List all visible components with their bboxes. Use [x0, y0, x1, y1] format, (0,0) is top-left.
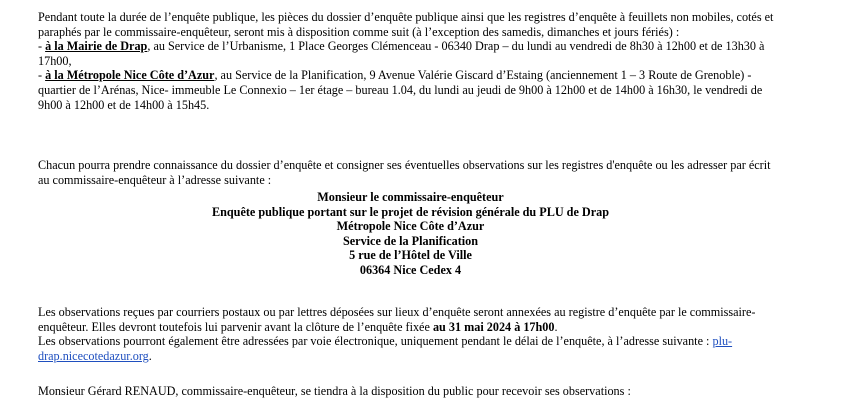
observations-website-link[interactable]: plu-drap.nicecotedazur.org — [38, 334, 733, 363]
postal-address — [38, 190, 783, 278]
address-line-6: 06364 Nice Cedex 4 — [359, 262, 462, 277]
commissioner-section — [38, 384, 783, 399]
address-line-1: Monsieur le commissaire-enquêteur — [317, 190, 504, 204]
location-item-metropole: - à la Métropole Nice Côte d’Azur, au Service de la Planification, 9 Avenue Valérie Giscard d’Estaing (anciennement 1 – 3 Route de Grenoble) - quartier de l’Arénas, Nice- immeuble Le Connexio – 1er étage – bureau 1.04, du lundi au jeudi de 9h00 à 12h00 et de 14h00 à 16h30, le vendredi de 9h00 à 12h00 et de 14h00 à 15h45. — [38, 68, 763, 112]
address-line-2: Enquête publique portant sur le projet de révision générale du PLU de Drap — [211, 204, 610, 219]
address-line-3: Métropole Nice Côte d’Azur — [336, 219, 485, 234]
address-line-5: 5 rue de l’Hôtel de Ville — [349, 248, 472, 263]
deadline-date: au 31 mai 2024 à 17h00 — [432, 319, 555, 334]
observations-section — [38, 305, 783, 363]
consult-section — [38, 158, 783, 187]
postal-observations-paragraph: Les observations reçues par courriers postaux ou par lettres déposées sur lieux d’enquête seront annexées au registre d’enquête par le commissaire-enquêteur. Elles devront toutefois lui parvenir avant la clôture de l’enquête fixée au 31 mai 2024 à 17h00. — [38, 305, 756, 334]
availability-intro: Pendant toute la durée de l’enquête publique, les pièces du dossier d’enquête publique ainsi que les registres d’enquête à feuillets non mobiles, cotés et paraphés par le commissaire-enquêteur, seront mis à disposition comme suit (à l’exception des samedis, dimanches et jours fériés) : — [38, 10, 774, 39]
address-line-4: Service de la Planification — [342, 233, 479, 248]
consult-paragraph: Chacun pourra prendre connaissance du dossier d’enquête et consigner ses éventuelles observations sur les registres d'enquête ou les adresser par écrit au commissaire-enquêteur à l’adresse suivante : — [38, 158, 771, 187]
location-name-metropole: à la Métropole Nice Côte d’Azur — [45, 68, 215, 83]
location-name-drap: à la Mairie de Drap — [45, 39, 148, 54]
electronic-observations-paragraph: Les observations pourront également être adressées par voie électronique, uniquement pendant le délai de l’enquête, à l’adresse suivante : plu-drap.nicecotedazur.org. — [38, 334, 733, 363]
commissioner-paragraph: Monsieur Gérard RENAUD, commissaire-enquêteur, se tiendra à la disposition du public pour recevoir ses observations : — [38, 384, 631, 398]
availability-section — [38, 10, 783, 112]
location-item-drap: - à la Mairie de Drap, au Service de l’Urbanisme, 1 Place Georges Clémenceau - 06340 Drap – du lundi au vendredi de 8h30 à 12h00 et de 13h30 à 17h00, — [38, 39, 765, 68]
